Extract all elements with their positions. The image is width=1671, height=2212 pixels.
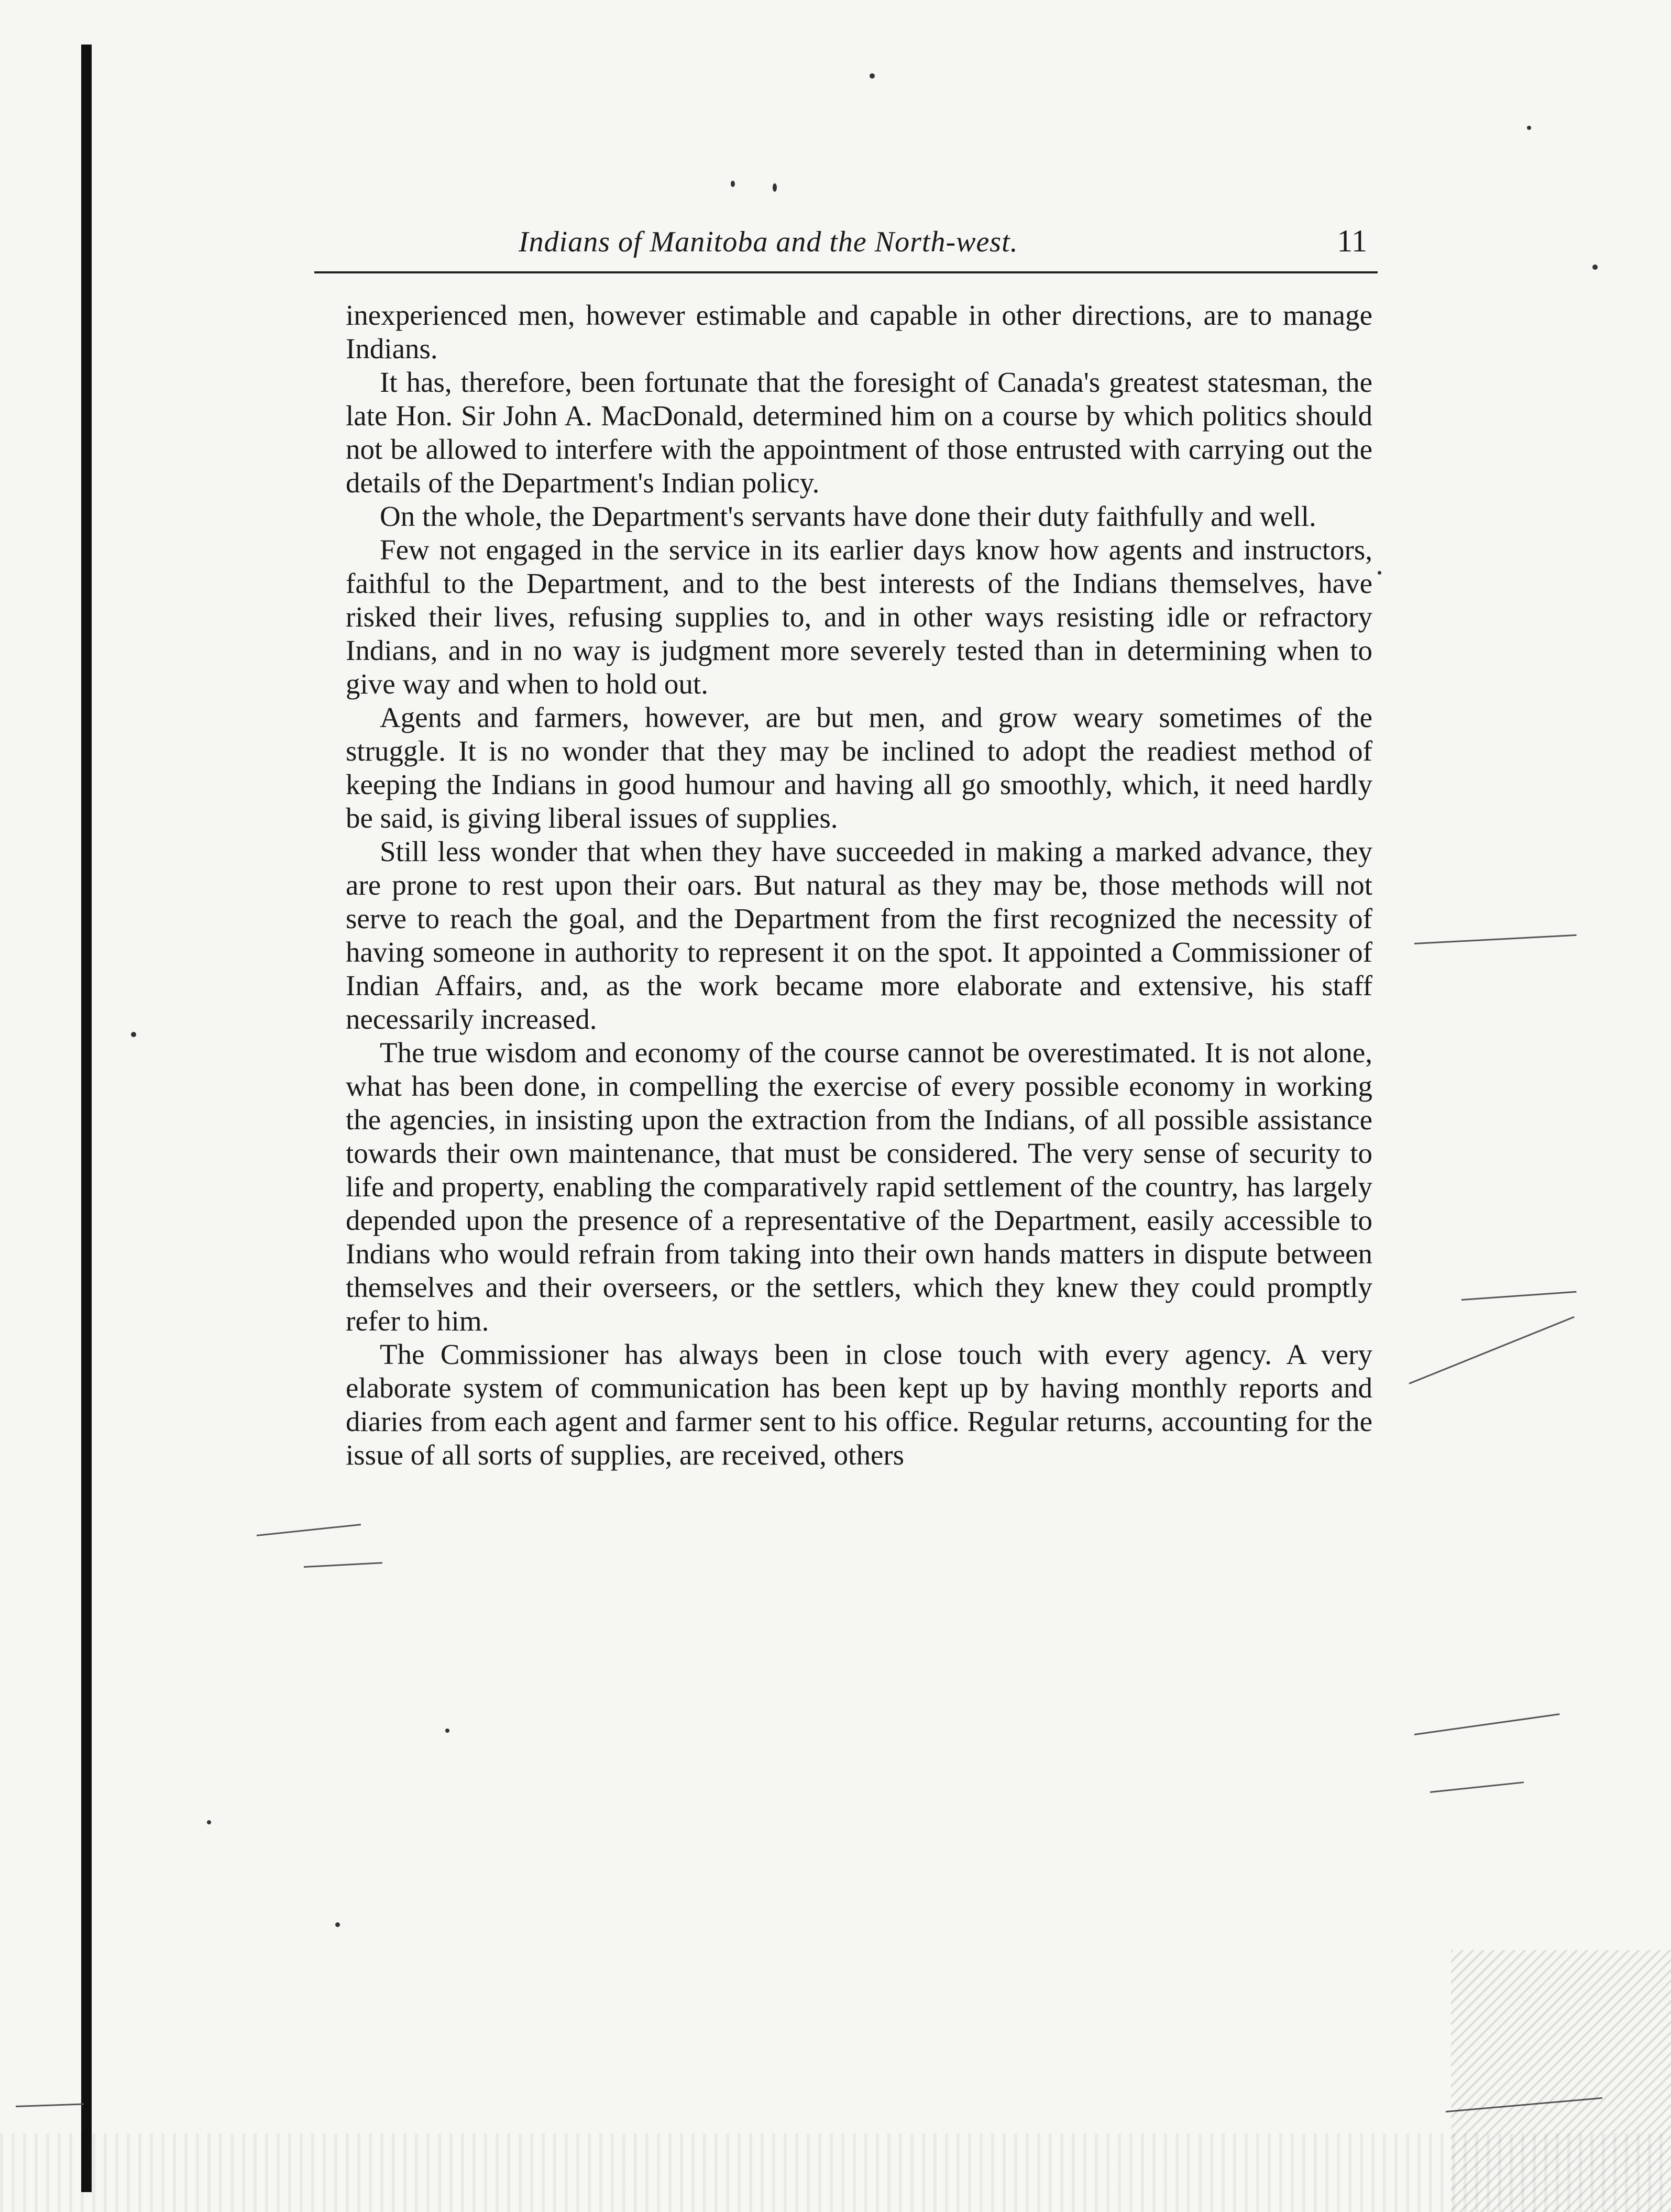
paragraph: On the whole, the Department's servants have done their duty faithfully and well. — [380, 500, 1316, 532]
scan-speck — [131, 1032, 136, 1037]
scan-stroke — [304, 1562, 382, 1568]
paragraph: Few not engaged in the service in its earlier days know how agents and instructors, faithful to the Department, and to the best interests of the Indians themselves, have risked their lives, refusing supplies to, and in other ways resisting idle or refractory Indians, and in no way is judgment more severely tested than in determining when to give way and when to hold out. — [346, 534, 1372, 700]
scan-stroke — [1461, 1291, 1577, 1301]
page-number: 11 — [1337, 224, 1367, 258]
scan-speck — [773, 183, 777, 192]
scan-speck — [1378, 571, 1381, 575]
paragraph: It has, therefore, been fortunate that the foresight of Canada's greatest statesman, the late Hon. Sir John A. MacDonald, determined him on a course by which politics should not be allowed to interfere with the appointment of those entrusted with carrying out the details of the Department's Indian policy. — [346, 366, 1372, 499]
scan-stroke — [1409, 1316, 1574, 1384]
scan-speck — [207, 1820, 211, 1824]
scan-speck — [870, 73, 875, 79]
paragraph: The true wisdom and economy of the course cannot be overestimated. It is not alone, what has been done, in compelling the exercise of every possible economy in working the agencies, in insisting upon the extraction from the Indians, of all possible assistance towards their own maintenance, that must be considered. The very sense of security to life and property, enabling the comparatively rapid settlement of the country, has largely depended upon the presence of a representative of the Department, easily accessible to Indians who would refrain from taking into their own hands matters in dispute between themselves and their overseers, or the settlers, which they knew they could promptly refer to him. — [346, 1037, 1372, 1337]
paragraph: The Commissioner has always been in close touch with every agency. A very elaborate system of communication has been kept up by having monthly reports and diaries from each agent and farmer sent to his office. Regular returns, accounting for the issue of all sorts of supplies, are received, others — [346, 1338, 1372, 1471]
scan-speck — [731, 181, 735, 187]
paragraph: Agents and farmers, however, are but men, and grow weary sometimes of the struggle. It is no wonder that they may be inclined to adopt the readiest method of keeping the Indians in good humour and having all go smoothly, which, it need hardly be said, is giving liberal issues of supplies. — [346, 701, 1372, 834]
scan-stroke — [16, 2103, 84, 2107]
scan-stroke — [1430, 1781, 1524, 1793]
scan-speck — [1592, 265, 1598, 270]
scan-speck — [445, 1729, 449, 1733]
body-text — [346, 299, 1372, 1472]
scan-noise-bottom — [0, 2133, 1671, 2212]
paragraph-continuation: inexperienced men, however estimable and capable in other directions, are to manage Indians. — [346, 299, 1372, 365]
paragraph: Still less wonder that when they have succeeded in making a marked advance, they are prone to rest upon their oars. But natural as they may be, those methods will not serve to reach the goal, and the Department from the first recognized the necessity of having someone in authority to represent it on the spot. It appointed a Commissioner of Indian Affairs, and, as the work became more elaborate and extensive, his staff necessarily increased. — [346, 835, 1372, 1035]
scan-stroke — [1414, 934, 1577, 944]
scan-stroke — [257, 1524, 361, 1536]
scan-noise-corner — [1451, 1950, 1671, 2212]
running-head — [314, 220, 1378, 278]
running-title: Indians of Manitoba and the North-west. — [519, 226, 1018, 258]
head-rule — [314, 271, 1378, 273]
binding-rule — [81, 45, 92, 2192]
scan-stroke — [1414, 1713, 1560, 1735]
scan-speck — [1527, 126, 1531, 130]
scan-speck — [335, 1922, 340, 1927]
